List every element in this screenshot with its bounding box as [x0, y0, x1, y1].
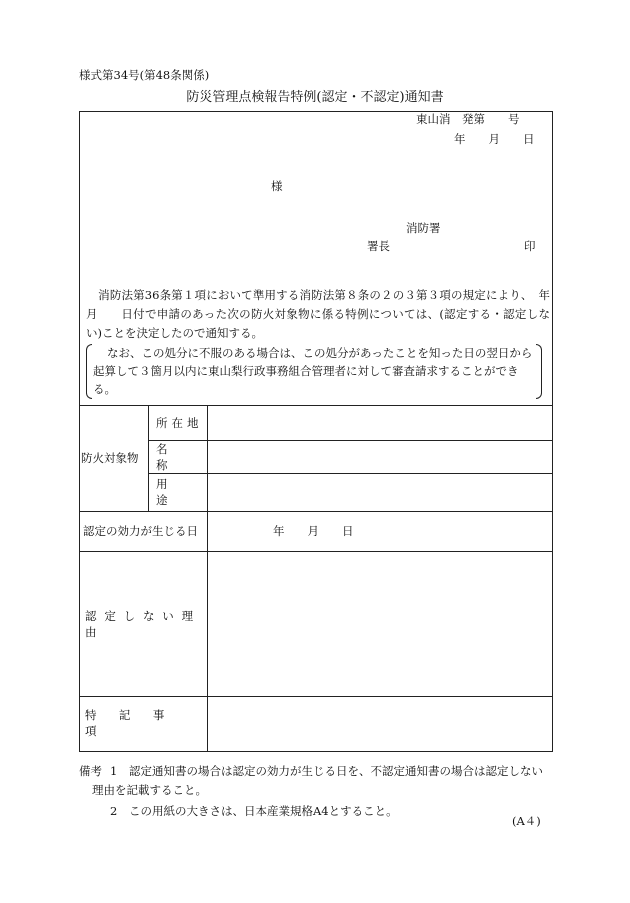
- reason-label-text: 認定しない理由: [85, 608, 201, 639]
- location-line: [148, 440, 553, 441]
- notice-body-text: 消防法第36条第１項において準用する消防法第８条の２の３第３項の規定により、 年 月 日付で申請のあった次の防火対象物に係る特例については、(認定する・認定しない)ことを決定したので通知する。: [86, 288, 573, 340]
- appeal-text-content: なお、この処分に不服のある場合は、この処分があったことを知った日の翌日から起算して３箇月以内に東山梨行政事務組合管理者に対して審査請求することができる。: [93, 346, 533, 396]
- effective-label: [83, 511, 207, 551]
- issue-date: 年 月 日: [454, 132, 535, 146]
- target-divider: [148, 405, 149, 511]
- chief-title: 署長: [367, 239, 390, 253]
- effective-date-text: 年 月 日: [273, 524, 354, 538]
- name-line: [148, 473, 553, 474]
- location-label: [156, 405, 206, 440]
- document-number: 東山消 発第 号: [416, 112, 520, 126]
- remark-1-number: 1: [110, 764, 118, 778]
- form-number: 様式第34号(第48条関係): [79, 68, 210, 82]
- notice-body: [86, 286, 573, 343]
- remark-1-line-2: 理由を記載すること。: [92, 783, 207, 797]
- special-label: [85, 696, 207, 750]
- remarks-heading: 備考: [79, 764, 102, 778]
- reason-label: [85, 551, 207, 696]
- location-label-text: 所在地: [156, 415, 203, 430]
- appeal-notice: [86, 344, 542, 397]
- paper-size: (A４): [512, 814, 541, 828]
- addressee-suffix: 様: [271, 179, 283, 193]
- special-label-text: 特記事項: [85, 708, 187, 738]
- form-title: 防災管理点検報告特例(認定・不認定)通知書: [186, 90, 444, 105]
- target-label-text: 防火対象物: [81, 451, 139, 465]
- name-label: [156, 440, 206, 473]
- fire-station: 消防署: [406, 221, 441, 235]
- use-label-text: 用途: [156, 477, 185, 507]
- appeal-text: [93, 344, 535, 398]
- remark-2-text: この用紙の大きさは、日本産業規格A4とすること。: [129, 804, 398, 818]
- use-label: [156, 473, 206, 511]
- bracket-right: [536, 344, 542, 399]
- label-divider: [207, 405, 208, 751]
- target-label: [81, 405, 148, 511]
- effective-date: [273, 511, 473, 551]
- remark-2-number: 2: [110, 804, 118, 818]
- table-top-line: [79, 405, 553, 406]
- name-label-text: 名称: [156, 441, 185, 472]
- effective-label-text: 認定の効力が生じる日: [83, 524, 198, 538]
- bracket-left: [86, 344, 92, 399]
- remark-1-line-1: 認定通知書の場合は認定の効力が生じる日を、不認定通知書の場合は認定しない: [129, 764, 543, 778]
- seal-mark: 印: [524, 239, 536, 253]
